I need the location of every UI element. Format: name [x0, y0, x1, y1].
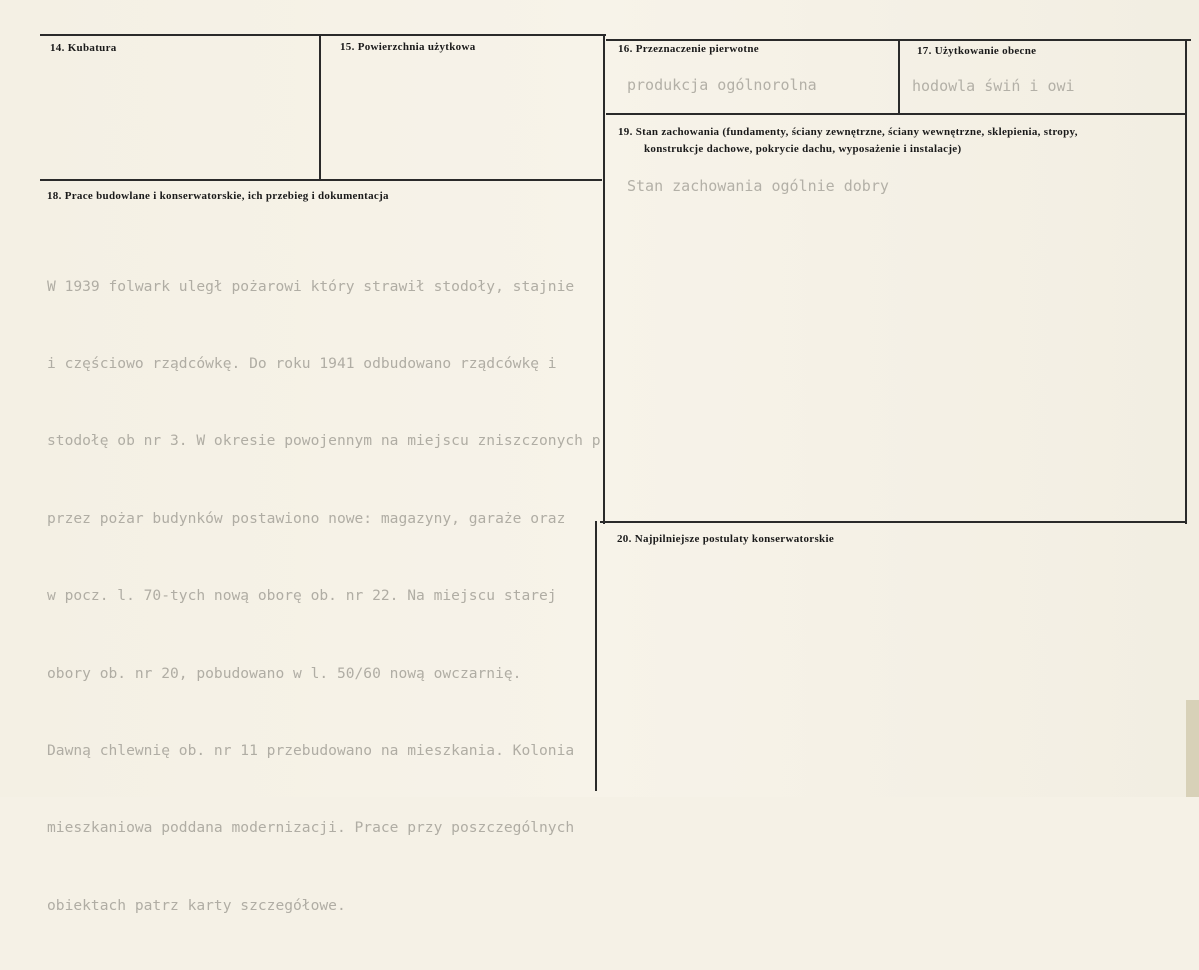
field-16-value: produkcja ogólnorolna: [627, 76, 817, 94]
paper-edge: [1186, 700, 1199, 797]
field-18-line: obiektach patrz karty szczegółowe.: [47, 896, 346, 914]
top-rule-left: [40, 34, 606, 36]
field-15-label: 15. Powierzchnia użytkowa: [340, 41, 476, 53]
field-18-line: stodołę ob nr 3. W okresie powojennym na miejscu zniszczonych p: [47, 432, 601, 450]
divider-center-upper: [603, 34, 605, 524]
field-17-label: 17. Użytkowanie obecne: [917, 45, 1037, 57]
rule-under-19: [600, 521, 1185, 523]
field-16-label: 16. Przeznaczenie pierwotne: [618, 43, 759, 55]
field-18-line: i częściowo rządcówkę. Do roku 1941 odbudowano rządcówkę i: [47, 354, 557, 372]
field-19-label-line2: konstrukcje dachowe, pokrycie dachu, wyposażenie i instalacje): [644, 143, 962, 155]
field-14-label: 14. Kubatura: [50, 42, 117, 54]
field-18-text: [47, 222, 601, 970]
field-19-value: Stan zachowania ogólnie dobry: [627, 177, 889, 195]
field-18-line: obory ob. nr 20, pobudowano w l. 50/60 nową owczarnię.: [47, 664, 522, 682]
divider-14-15: [319, 34, 321, 180]
field-18-line: Dawną chlewnię ob. nr 11 przebudowano na mieszkania. Kolonia: [47, 741, 575, 759]
field-18-label: 18. Prace budowlane i konserwatorskie, ich przebieg i dokumentacja: [47, 190, 389, 202]
divider-right-edge: [1185, 40, 1187, 524]
field-18-line: mieszkaniowa poddana modernizacji. Prace przy poszczególnych: [47, 819, 575, 837]
field-19-label-line1: 19. Stan zachowania (fundamenty, ściany zewnętrzne, ściany wewnętrzne, sklepienia, stropy,: [618, 126, 1078, 138]
divider-16-17: [898, 39, 900, 115]
field-18-line: przez pożar budynków postawiono nowe: magazyny, garaże oraz: [47, 509, 566, 527]
rule-under-14-15: [40, 179, 602, 181]
field-19-label: [618, 124, 1078, 158]
field-18-line: w pocz. l. 70-tych nową oborę ob. nr 22. Na miejscu starej: [47, 587, 557, 605]
rule-under-16-17: [606, 113, 1185, 115]
field-20-label: 20. Najpilniejsze postulaty konserwatorskie: [617, 533, 835, 545]
field-18-line: W 1939 folwark uległ pożarowi który strawił stodoły, stajnie: [47, 277, 575, 295]
field-17-value: hodowla świń i owi: [912, 77, 1075, 95]
